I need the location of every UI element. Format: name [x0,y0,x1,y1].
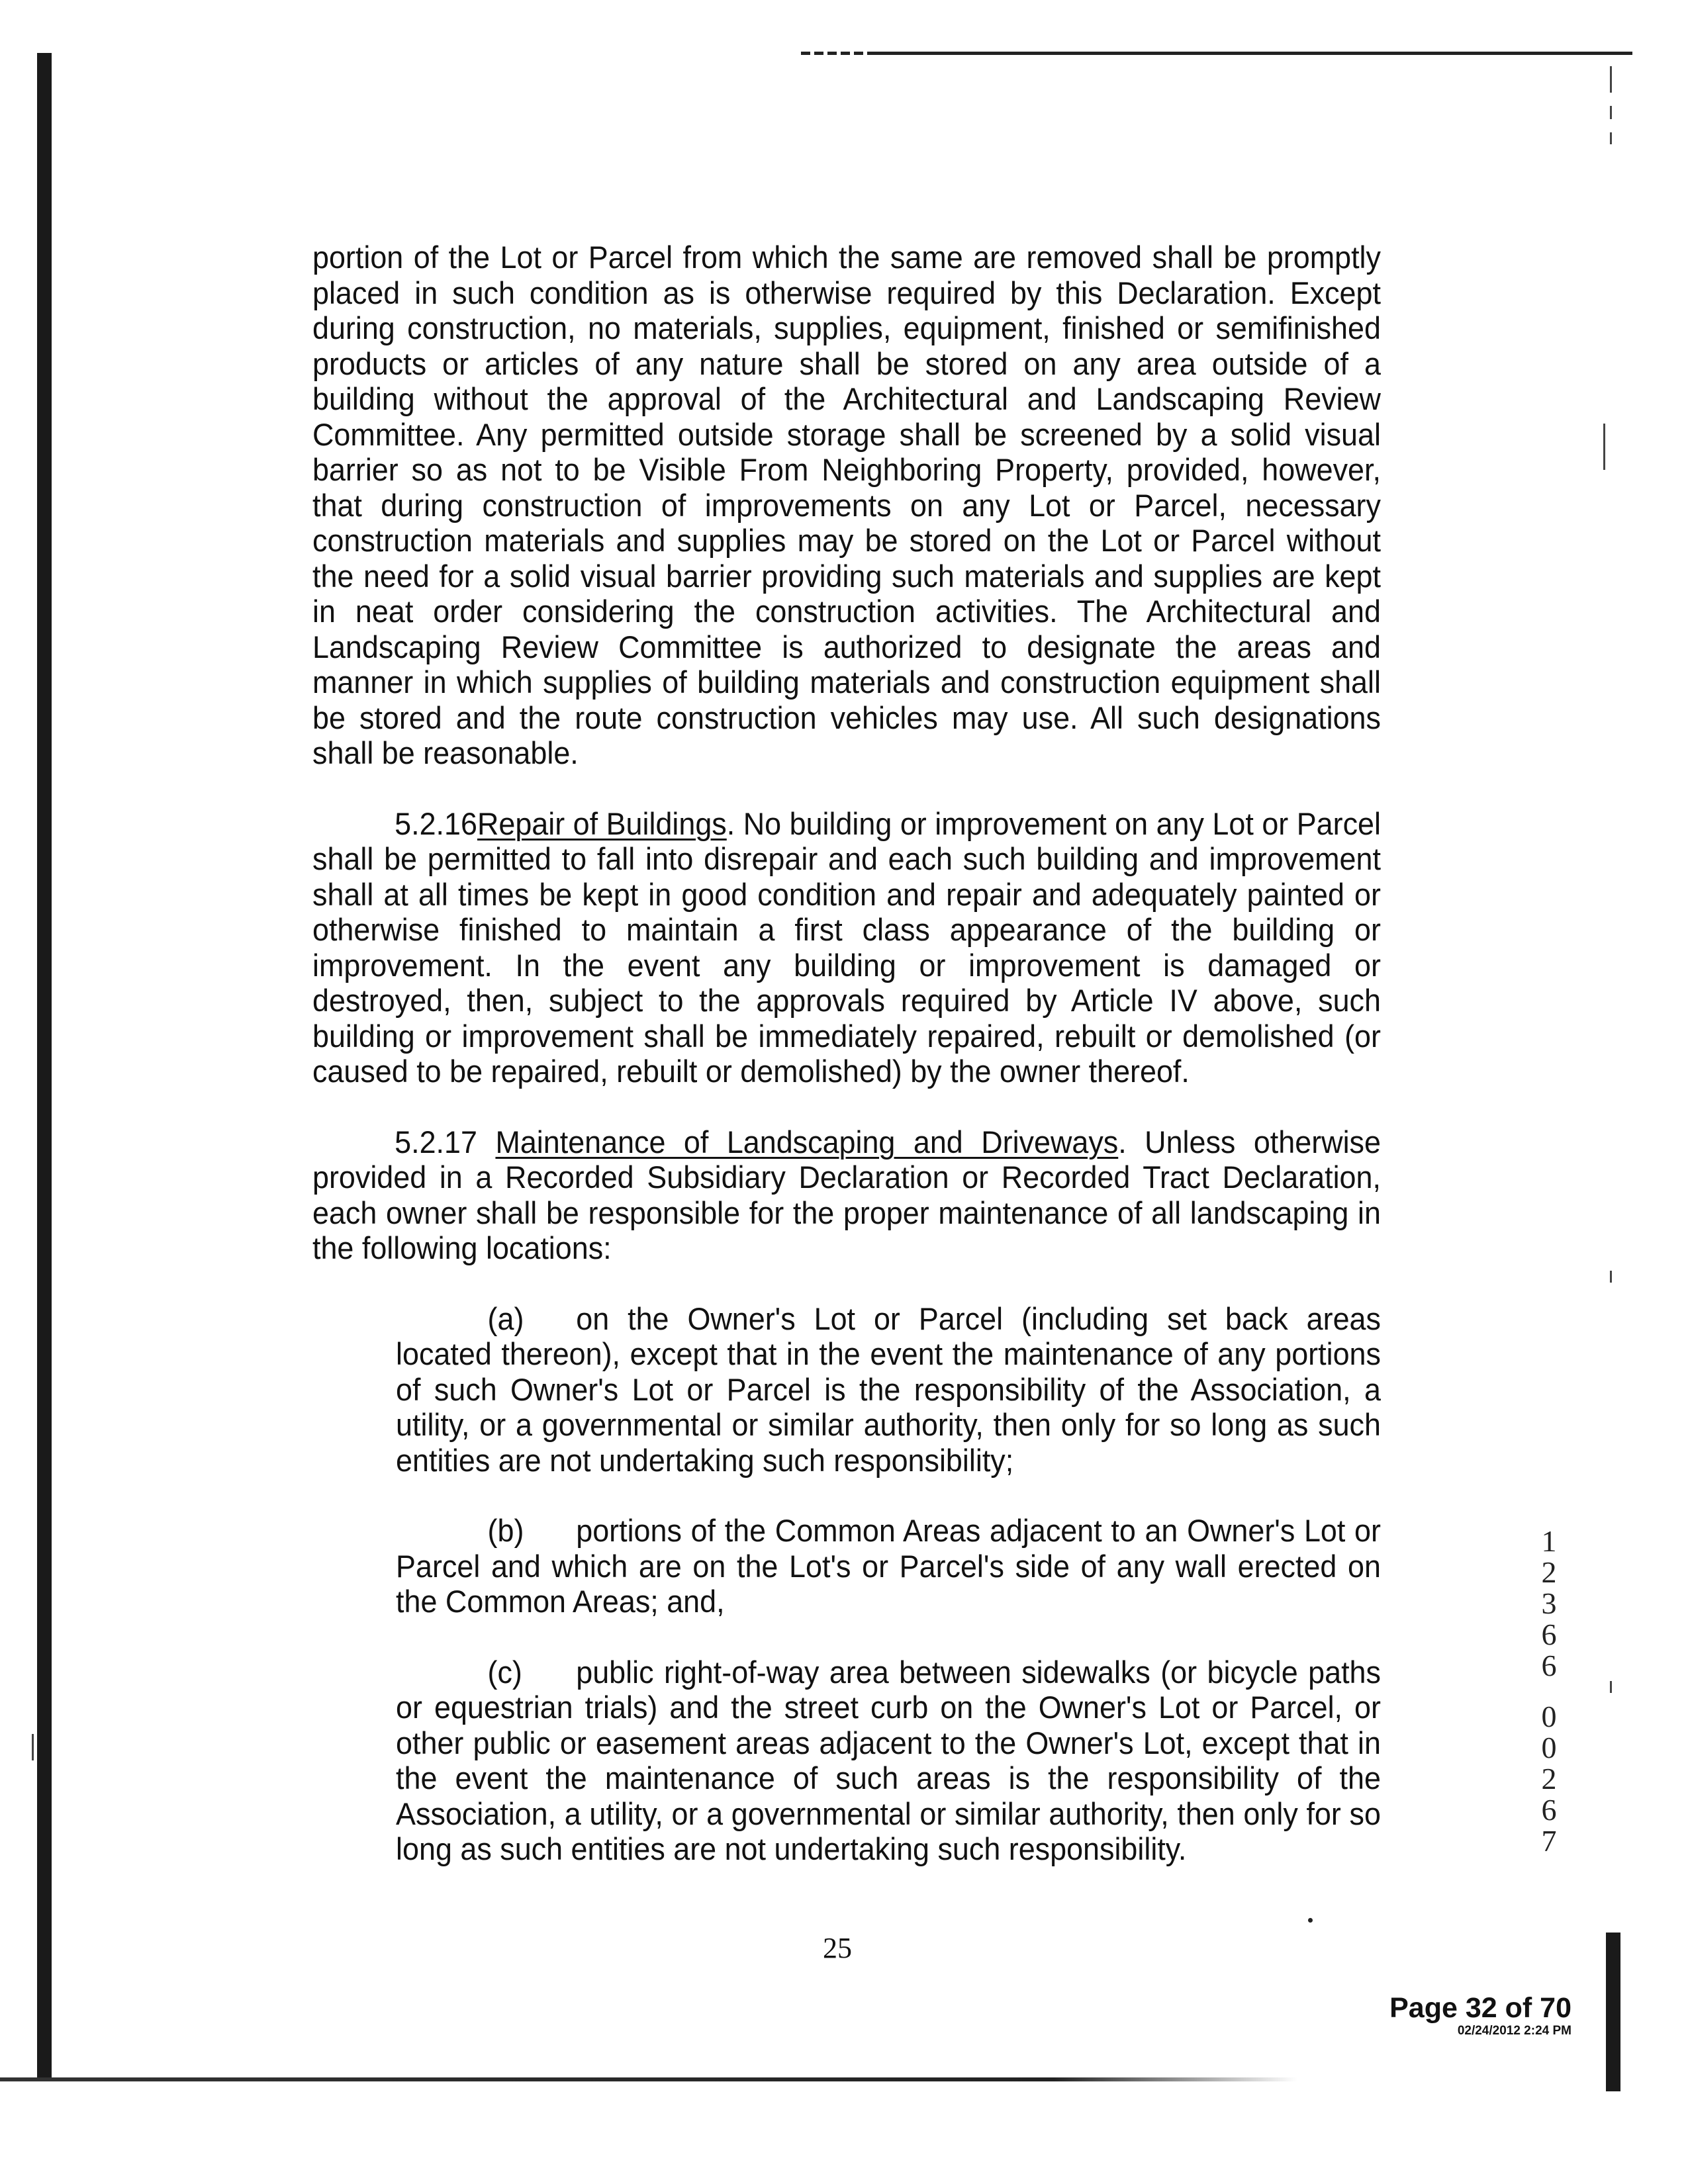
body-text [312,240,1381,1867]
subitem-b [396,1513,1381,1619]
paragraph-continuation: portion of the Lot or Parcel from which the same are removed shall be promptly placed in such condition as is otherwise required by this Declaration. Except during construction, no materials, supplies, equipment, finished or semifinished products or articles of any nature shall be stored on any area outside of a building without the approval of the Architectural and Landscaping Review Committee. Any permitted outside storage shall be screened by a solid visual barrier so as not to be Visible From Neighboring Property, provided, however, that during construction of improvements on any Lot or Parcel, necessary construction materials and supplies may be stored on the Lot or Parcel without the need for a solid visual barrier providing such materials and supplies are kept in neat order considering the construction activities. The Architectural and Landscaping Review Committee is authorized to designate the areas and manner in which supplies of building materials and construction equipment shall be stored and the route construction vehicles may use. All such designations shall be reasonable. [312,240,1381,770]
top-rule [801,52,1632,55]
page-number: 25 [823,1932,852,1964]
stamp-digit: 0 [1541,1731,1557,1764]
stamp-digit: 7 [1541,1824,1557,1858]
margin-tick [1610,1271,1612,1283]
scan-speck [1308,1918,1313,1923]
section-heading: Repair of Buildings [477,805,727,841]
subitem-label: (c) [487,1654,522,1690]
recording-page-label: Page 32 of 70 [1389,1992,1571,2024]
stamp-digit: 2 [1541,1555,1557,1589]
section-number: 5.2.16 [395,805,477,841]
subitem-a [396,1301,1381,1479]
scan-edge-left [37,53,52,2078]
subitem-text: on the Owner's Lot or Parcel (including set back areas located thereon), except that in the event the maintenance of any portions of such Owner's Lot or Parcel is the responsibility of the Association, a utility, or a governmental or similar authority, then only for so long as such entities are not undertaking such responsibility; [396,1300,1381,1478]
subitem-text: portions of the Common Areas adjacent to an Owner's Lot or Parcel and which are on the Lot's or Parcel's side of any wall erected on the Common Areas; and, [396,1513,1381,1619]
margin-tick [1610,66,1612,93]
margin-tick [1610,132,1612,144]
stamp-digit: 3 [1541,1586,1557,1620]
section-5-2-17 [312,1124,1381,1266]
stamp-digit: 6 [1541,1793,1557,1827]
top-rule-dash [801,52,874,55]
bottom-rule [0,2077,1622,2081]
stamp-digit: 2 [1541,1762,1557,1796]
recording-datetime: 02/24/2012 2:24 PM [1457,2024,1571,2038]
subitem-label: (a) [487,1300,524,1336]
margin-tick [1603,424,1605,470]
stamp-digit: 1 [1541,1524,1557,1558]
margin-tick [32,1734,34,1760]
section-body: . Unless otherwise provided in a Recorded Subsidiary Declaration or Recorded Tract Declaration, each owner shall be responsible for the proper maintenance of all landscaping in the following locations: [312,1124,1381,1265]
section-number: 5.2.17 [395,1124,477,1160]
section-5-2-16 [312,806,1381,1089]
subitem-c [396,1655,1381,1867]
margin-tick [1610,106,1612,119]
section-heading: Maintenance of Landscaping and Driveways [495,1124,1119,1160]
subitem-label: (b) [487,1513,524,1548]
section-body: . No building or improvement on any Lot or Parcel shall be permitted to fall into disrepair and each such building and improvement shall at all times be kept in good condition and repair and adequately painted or otherwise finished to maintain a first class appearance of the building or improvement. In the event any building or improvement is damaged or destroyed, then, subject to the approvals required by Article IV above, such building or improvement shall be immediately repaired, rebuilt or demolished (or caused to be repaired, rebuilt or demolished) by the owner thereof. [312,805,1381,1089]
scan-edge-right [1606,1933,1620,2091]
subitem-text: public right-of-way area between sidewalks (or bicycle paths or equestrian trials) and the street curb on the Owner's Lot or Parcel, or other public or easement areas adjacent to the Owner's Lot, except that in the event the maintenance of such areas is the responsibility of the Association, a utility, or a governmental or similar authority, then only for so long as such entities are not undertaking such responsibility. [396,1654,1381,1866]
margin-tick [1610,1681,1612,1693]
stamp-digit: 6 [1541,1649,1557,1682]
stamp-digit: 0 [1541,1700,1557,1733]
stamp-digit: 6 [1541,1617,1557,1651]
document-number-stamp [1529,1525,1569,1856]
